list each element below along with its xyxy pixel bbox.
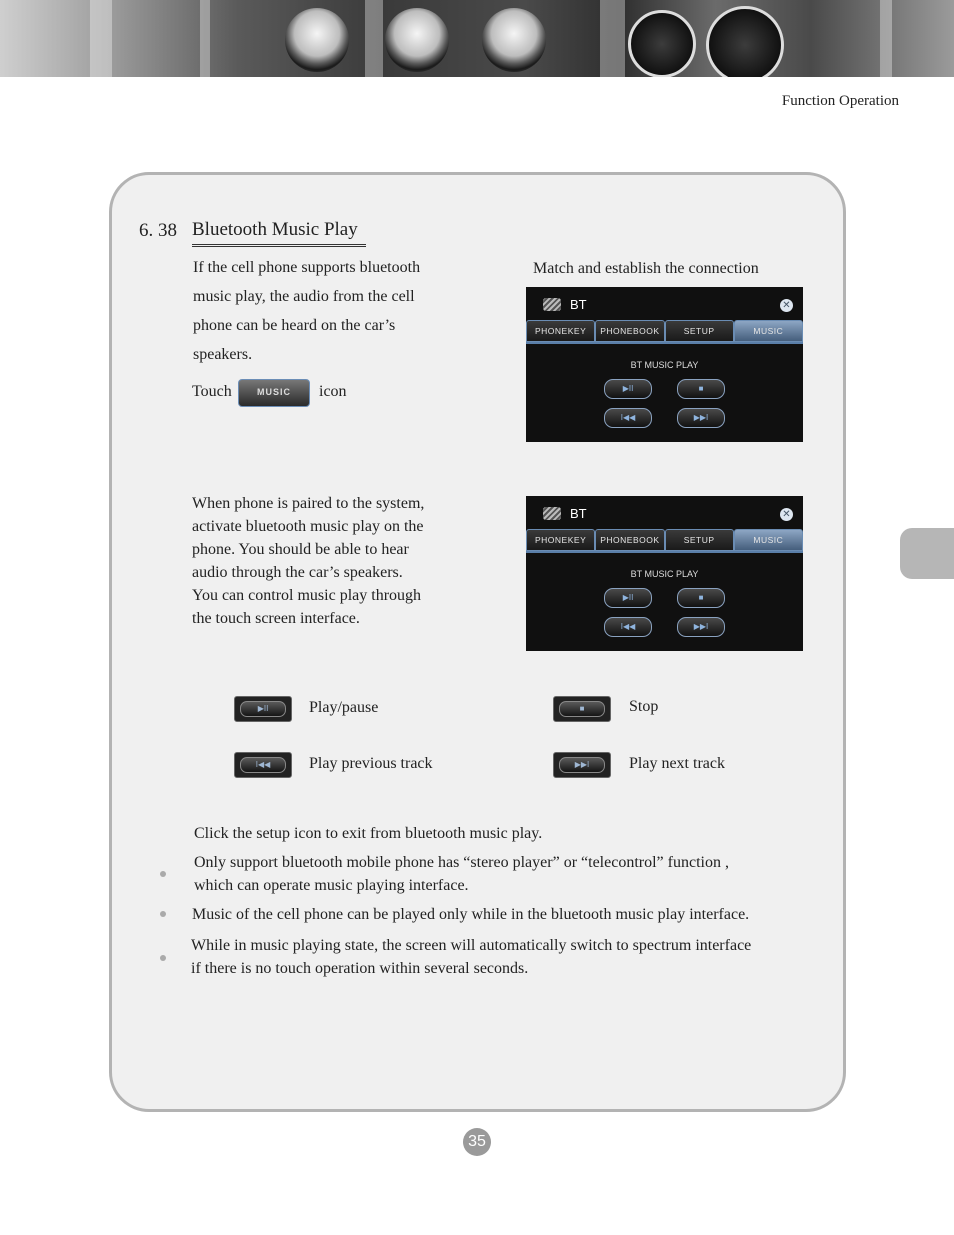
tab-music: MUSIC [734,320,803,342]
section-number: 6. 38 [139,220,177,241]
previous-track-icon: I◀◀ [604,408,652,428]
intro-line: music play, the audio from the cell [193,288,415,305]
paired-text [192,492,424,630]
note-1-line-1: Only support bluetooth mobile phone has “stereo player” or “telecontrol” function , [194,854,729,871]
exit-instruction: Click the setup icon to exit from bluetooth music play. [194,825,543,842]
paired-line: activate bluetooth music play on the [192,518,424,535]
close-icon: ✕ [780,508,793,521]
screen-bt-label: BT [570,297,587,312]
paired-line: When phone is paired to the system, [192,495,425,512]
music-button-icon: MUSIC [238,379,310,407]
paired-line: audio through the car’s speakers. [192,564,403,581]
screen-title: BT MUSIC PLAY [630,569,699,579]
close-icon: ✕ [780,299,793,312]
bullet-icon [160,871,166,877]
note-2: Music of the cell phone can be played only while in the bluetooth music play interface. [192,906,750,923]
legend-play-pause-icon: ▶II [234,696,292,722]
legend-previous-track-label: Play previous track [309,755,433,772]
paired-line: phone. You should be able to hear [192,541,409,558]
stop-icon: ■ [677,588,725,608]
play-pause-icon: ▶II [604,379,652,399]
tab-setup: SETUP [665,320,734,342]
bt-music-screen-2 [526,496,803,651]
page-number: 35 [463,1128,491,1156]
touch-prefix: Touch [192,383,232,400]
legend-previous-track-icon: I◀◀ [234,752,292,778]
section-title: Bluetooth Music Play [192,219,366,247]
side-tab-marker [900,528,954,579]
touch-suffix: icon [319,383,347,400]
intro-line: If the cell phone supports bluetooth [193,259,421,276]
paired-line: the touch screen interface. [192,610,360,627]
paired-line: You can control music play through [192,587,422,604]
screen-tab-bar [526,529,803,553]
bullet-icon [160,955,166,961]
note-1-line-2: which can operate music playing interface. [194,877,469,894]
intro-line: speakers. [193,346,253,363]
bt-music-screen-1 [526,287,803,442]
note-3-line-2: if there is no touch operation within several seconds. [191,960,529,977]
tab-phonekey: PHONEKEY [526,320,595,342]
play-pause-icon: ▶II [604,588,652,608]
previous-track-icon: I◀◀ [604,617,652,637]
tab-phonebook: PHONEBOOK [595,529,664,551]
intro-text [193,253,420,369]
stop-icon: ■ [677,379,725,399]
tab-phonekey: PHONEKEY [526,529,595,551]
next-track-icon: ▶▶I [677,617,725,637]
legend-play-pause-label: Play/pause [309,699,379,716]
bluetooth-logo-icon [543,507,561,520]
tab-setup: SETUP [665,529,734,551]
connection-caption: Match and establish the connection [533,260,759,277]
tab-phonebook: PHONEBOOK [595,320,664,342]
intro-line: phone can be heard on the car’s [193,317,396,334]
note-1 [194,851,729,897]
next-track-icon: ▶▶I [677,408,725,428]
bluetooth-logo-icon [543,298,561,311]
legend-stop-label: Stop [629,698,659,715]
screen-title: BT MUSIC PLAY [630,360,699,370]
header-banner-image [0,0,954,77]
note-3-line-1: While in music playing state, the screen will automatically switch to spectrum interface [191,937,752,954]
bullet-icon [160,911,166,917]
tab-music: MUSIC [734,529,803,551]
legend-next-track-icon: ▶▶I [553,752,611,778]
section-header-label: Function Operation [781,93,899,109]
legend-stop-icon: ■ [553,696,611,722]
screen-tab-bar [526,320,803,344]
note-3 [191,934,751,980]
legend-next-track-label: Play next track [629,755,725,772]
screen-bt-label: BT [570,506,587,521]
